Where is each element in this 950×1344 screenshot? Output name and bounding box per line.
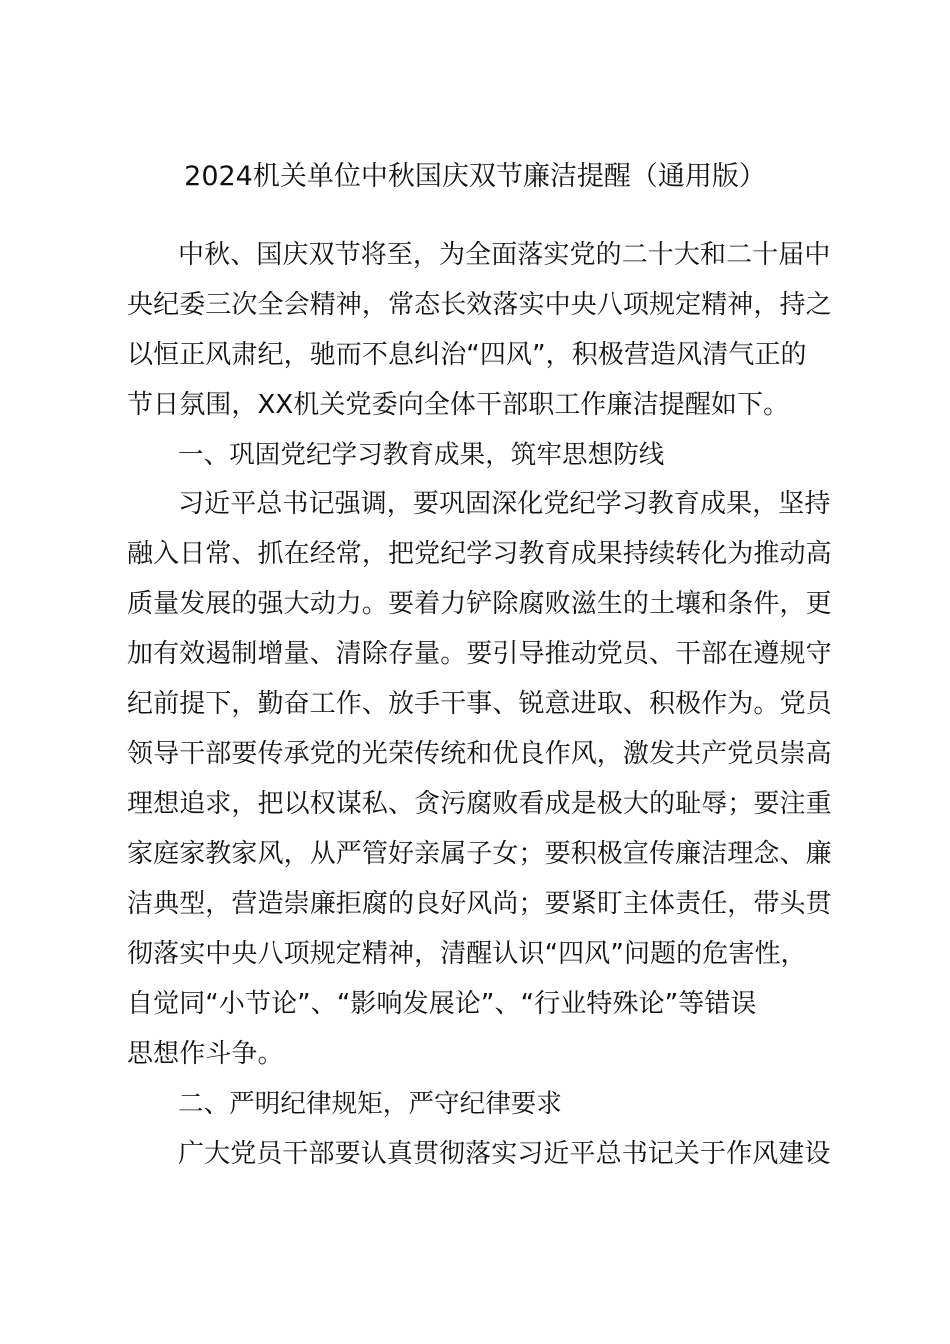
section-1-line: 加有效遏制增量、清除存量。要引导推动党员、干部在遵规守 — [127, 639, 832, 669]
section-1-line: 彻落实中央八项规定精神，清醒认识“四风”问题的危害性， — [127, 939, 807, 969]
section-2-line: 广大党员干部要认真贯彻落实习近平总书记关于作风建设 — [178, 1139, 831, 1169]
section-1-line: 理想追求，把以权谋私、贪污腐败看成是极大的耻辱；要注重 — [127, 789, 832, 819]
section-1-line: 家庭家教家风，从严管好亲属子女；要积极宣传廉洁理念、廉 — [127, 839, 832, 869]
section-2-heading: 二、严明纪律规矩，严守纪律要求 — [178, 1089, 563, 1119]
intro-line: 央纪委三次全会精神，常态长效落实中央八项规定精神，持之 — [127, 290, 832, 320]
section-1-heading: 一、巩固党纪学习教育成果，筑牢思想防线 — [178, 440, 665, 470]
section-1-line: 领导干部要传承党的光荣传统和优良作风，激发共产党员崇高 — [127, 739, 832, 769]
intro-line: 节日氛围，XX机关党委向全体干部职工作廉洁提醒如下。 — [127, 390, 790, 420]
section-1-line: 自觉同“小节论”、“影响发展论”、“行业特殊论”等错误 — [127, 989, 757, 1019]
section-1-line: 质量发展的强大动力。要着力铲除腐败滋生的土壤和条件，更 — [127, 589, 832, 619]
intro-line: 以恒正风肃纪，驰而不息纠治“四风”，积极营造风清气正的 — [127, 340, 807, 370]
section-1-line: 纪前提下，勤奋工作、放手干事、锐意进取、积极作为。党员 — [127, 689, 832, 719]
intro-line: 中秋、国庆双节将至，为全面落实党的二十大和二十届中 — [178, 240, 831, 270]
section-1-line: 洁典型，营造崇廉拒腐的良好风尚；要紧盯主体责任，带头贯 — [127, 889, 832, 919]
section-1-line: 习近平总书记强调，要巩固深化党纪学习教育成果，坚持 — [178, 489, 831, 519]
section-1-line: 思想作斗争。 — [127, 1039, 284, 1069]
section-1-line: 融入日常、抓在经常，把党纪学习教育成果持续转化为推动高 — [127, 539, 832, 569]
document-title: 2024机关单位中秋国庆双节廉洁提醒（通用版） — [184, 161, 766, 192]
